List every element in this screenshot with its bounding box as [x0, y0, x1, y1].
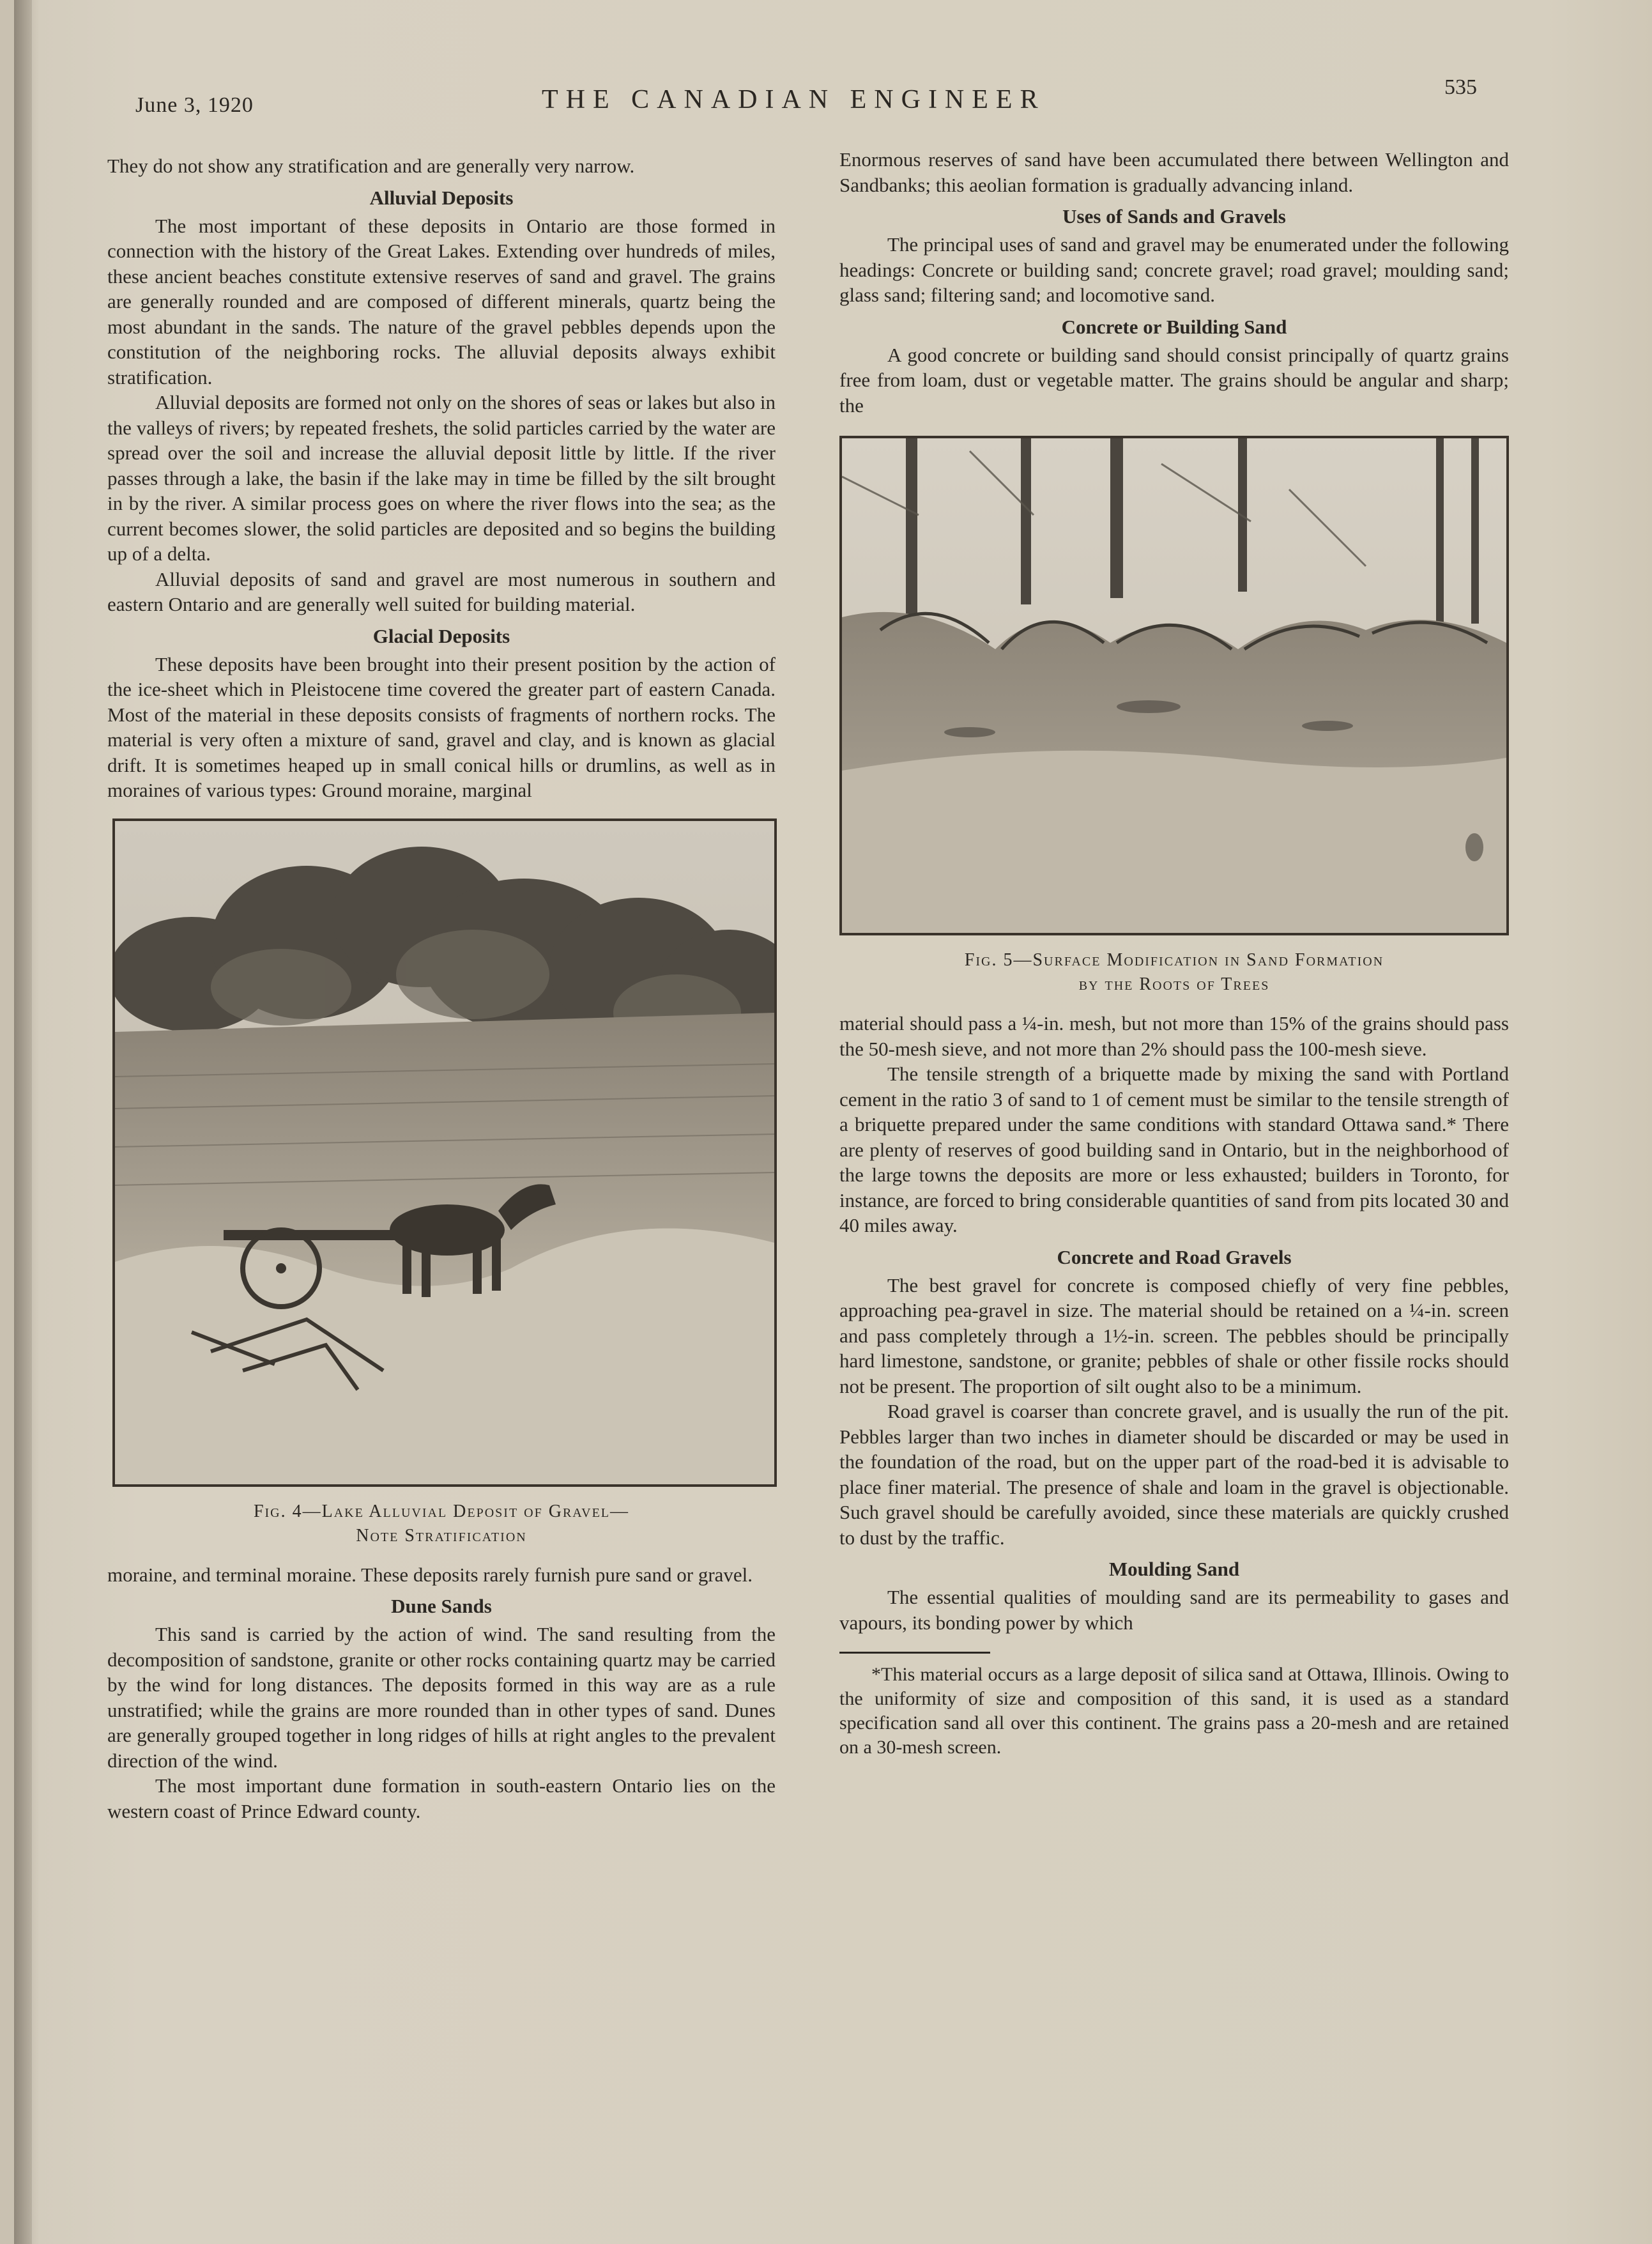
section-heading-road-gravels: Concrete and Road Gravels: [1057, 1245, 1292, 1268]
section-heading-uses: Uses of Sands and Gravels: [1062, 205, 1286, 227]
left-column: [107, 153, 776, 1824]
paragraph: Road gravel is coarser than concrete gravel, and is usually the run of the pit. Pebbles larger than two inches in diameter should be discarded or may be used in the foundation of the road, but on the upper part of the road-bed it is advisable to place finer material. The presence of shale and loam in the gravel is objectionable. Such gravel should be carefully avoided, since these materials are quickly crushed to dust by the traffic.: [839, 1400, 1509, 1549]
paragraph: The principal uses of sand and gravel may be enumerated under the following headings: Concrete or building sand; concrete gravel; road gravel; moulding sand; glass sand; filtering sand; and locomotive sand.: [839, 233, 1509, 306]
section-heading-moulding: Moulding Sand: [1108, 1558, 1240, 1580]
paragraph: The most important dune formation in south-eastern Ontario lies on the western coast of Prince Edward county.: [107, 1774, 776, 1822]
figure-4-caption: [107, 1500, 776, 1548]
paragraph: A good concrete or building sand should consist principally of quartz grains free from loam, dust or vegetable matter. The grains should be angular and sharp; the: [839, 343, 1509, 417]
paragraph: These deposits have been brought into their present position by the action of the ice-sheet which in Pleistocene time covered the greater part of eastern Canada. Most of the material in these deposits consists of fragments of northern rocks. The material is very often a mixture of sand, gravel and clay, and is known as glacial drift. It is sometimes heaped up in small conical hills or drumlins, as well as in moraines of various types: Ground moraine, marginal: [107, 652, 776, 801]
paragraph: The tensile strength of a briquette made by mixing the sand with Portland cement in the ratio 3 of sand to 1 of cement must be similar to the tensile strength of a briquette prepared under the same conditions with standard Ottawa sand.* There are plenty of reserves of good building sand in Ontario, but in the neighborhood of the large towns the deposits are more or less exhausted; builders in Toronto, for instance, are forced to bring considerable quantities of sand from pits located 30 and 40 miles away.: [839, 1063, 1509, 1236]
binding-spine: [14, 0, 32, 2244]
paragraph: moraine, and terminal moraine. These deposits rarely furnish pure sand or gravel.: [107, 1563, 753, 1586]
journal-title: THE CANADIAN ENGINEER: [542, 85, 1046, 114]
section-heading-concrete-sand: Concrete or Building Sand: [1061, 315, 1287, 338]
caption-line: Fig. 4—Lake Alluvial Deposit of Gravel—: [253, 1501, 630, 1521]
issue-date: June 3, 1920: [135, 93, 254, 117]
figure-5-caption: [839, 948, 1509, 997]
caption-line: by the Roots of Trees: [1078, 974, 1270, 994]
footnote-text: *This material occurs as a large deposit of silica sand at Ottawa, Illinois. Owing to the uniformity of size and composition of this sand, it is used as a standard specification sand all over this continent. The grains pass a 20-mesh and are retained on a 30-mesh screen.: [839, 1664, 1509, 1758]
paragraph: Enormous reserves of sand have been accumulated there between Wellington and Sandbanks; this aeolian formation is gradually advancing inland.: [839, 148, 1509, 196]
caption-line: Fig. 5—Surface Modification in Sand Formation: [964, 950, 1384, 970]
page-number: 535: [1444, 75, 1477, 99]
figure-4-photo: [112, 818, 777, 1487]
paragraph: Alluvial deposits are formed not only on the shores of seas or lakes but also in the valleys of rivers; by repeated freshets, the solid particles carried by the water are spread over the soil and increase the alluvial deposit little by little. If the river passes through a lake, the basin if the lake may in time be filled by the silt brought in by the river. A similar process goes on where the river flows into the sea; as the current becomes slower, the solid particles are deposited and so begins the building up of a delta.: [107, 391, 776, 565]
section-heading-glacial: Glacial Deposits: [372, 624, 510, 647]
section-heading-alluvial: Alluvial Deposits: [369, 186, 514, 209]
paragraph: The most important of these deposits in Ontario are those formed in connection with the history of the Great Lakes. Extending over hundreds of miles, these ancient beaches constitute extensive reserves of sand and gravel. The grains are generally rounded and are composed of different minerals, quartz being the most abundant in the sands. The nature of the gravel pebbles depends upon the constitution of the neighboring rocks. The alluvial deposits always exhibit stratification.: [107, 214, 776, 388]
paragraph: The essential qualities of moulding sand are its permeability to gases and vapours, its bonding power by which: [839, 1586, 1509, 1634]
footnote-divider: [839, 1652, 990, 1654]
sand-formation-photo: [842, 438, 1506, 933]
gravel-deposit-photo: [115, 821, 774, 1484]
paragraph: The best gravel for concrete is composed chiefly of very fine pebbles, approaching pea-gravel in size. The material should be retained on a ¼-in. screen and pass completely through a 1½-in. screen. The pebbles should be principally hard limestone, sandstone, or granite; pebbles of shale or other fissile rocks should not be present. The proportion of silt ought also to be a minimum.: [839, 1273, 1509, 1397]
caption-line: Note Stratification: [356, 1525, 527, 1546]
page-header: [135, 75, 1496, 127]
paragraph: Alluvial deposits of sand and gravel are most numerous in southern and eastern Ontario and are generally well suited for building material.: [107, 567, 776, 615]
section-heading-dune: Dune Sands: [391, 1595, 492, 1617]
footnote: [839, 1663, 1509, 1760]
paragraph: They do not show any stratification and are generally very narrow.: [107, 155, 635, 177]
page: [14, 0, 1652, 2244]
paragraph: material should pass a ¼-in. mesh, but not more than 15% of the grains should pass the 50-mesh sieve, and not more than 2% should pass the 100-mesh sieve.: [839, 1012, 1509, 1060]
figure-5-photo: [839, 436, 1509, 935]
right-column: [839, 147, 1509, 1760]
paragraph: This sand is carried by the action of wind. The sand resulting from the decomposition of sandstone, granite or other rocks containing quartz may be carried by the wind for long distances. The deposits formed in this way are as a rule unstratified; while the grains are more rounded than in other types of sand. Dunes are generally grouped together in long ridges of hills at right angles to the prevalent direction of the wind.: [107, 1623, 776, 1772]
